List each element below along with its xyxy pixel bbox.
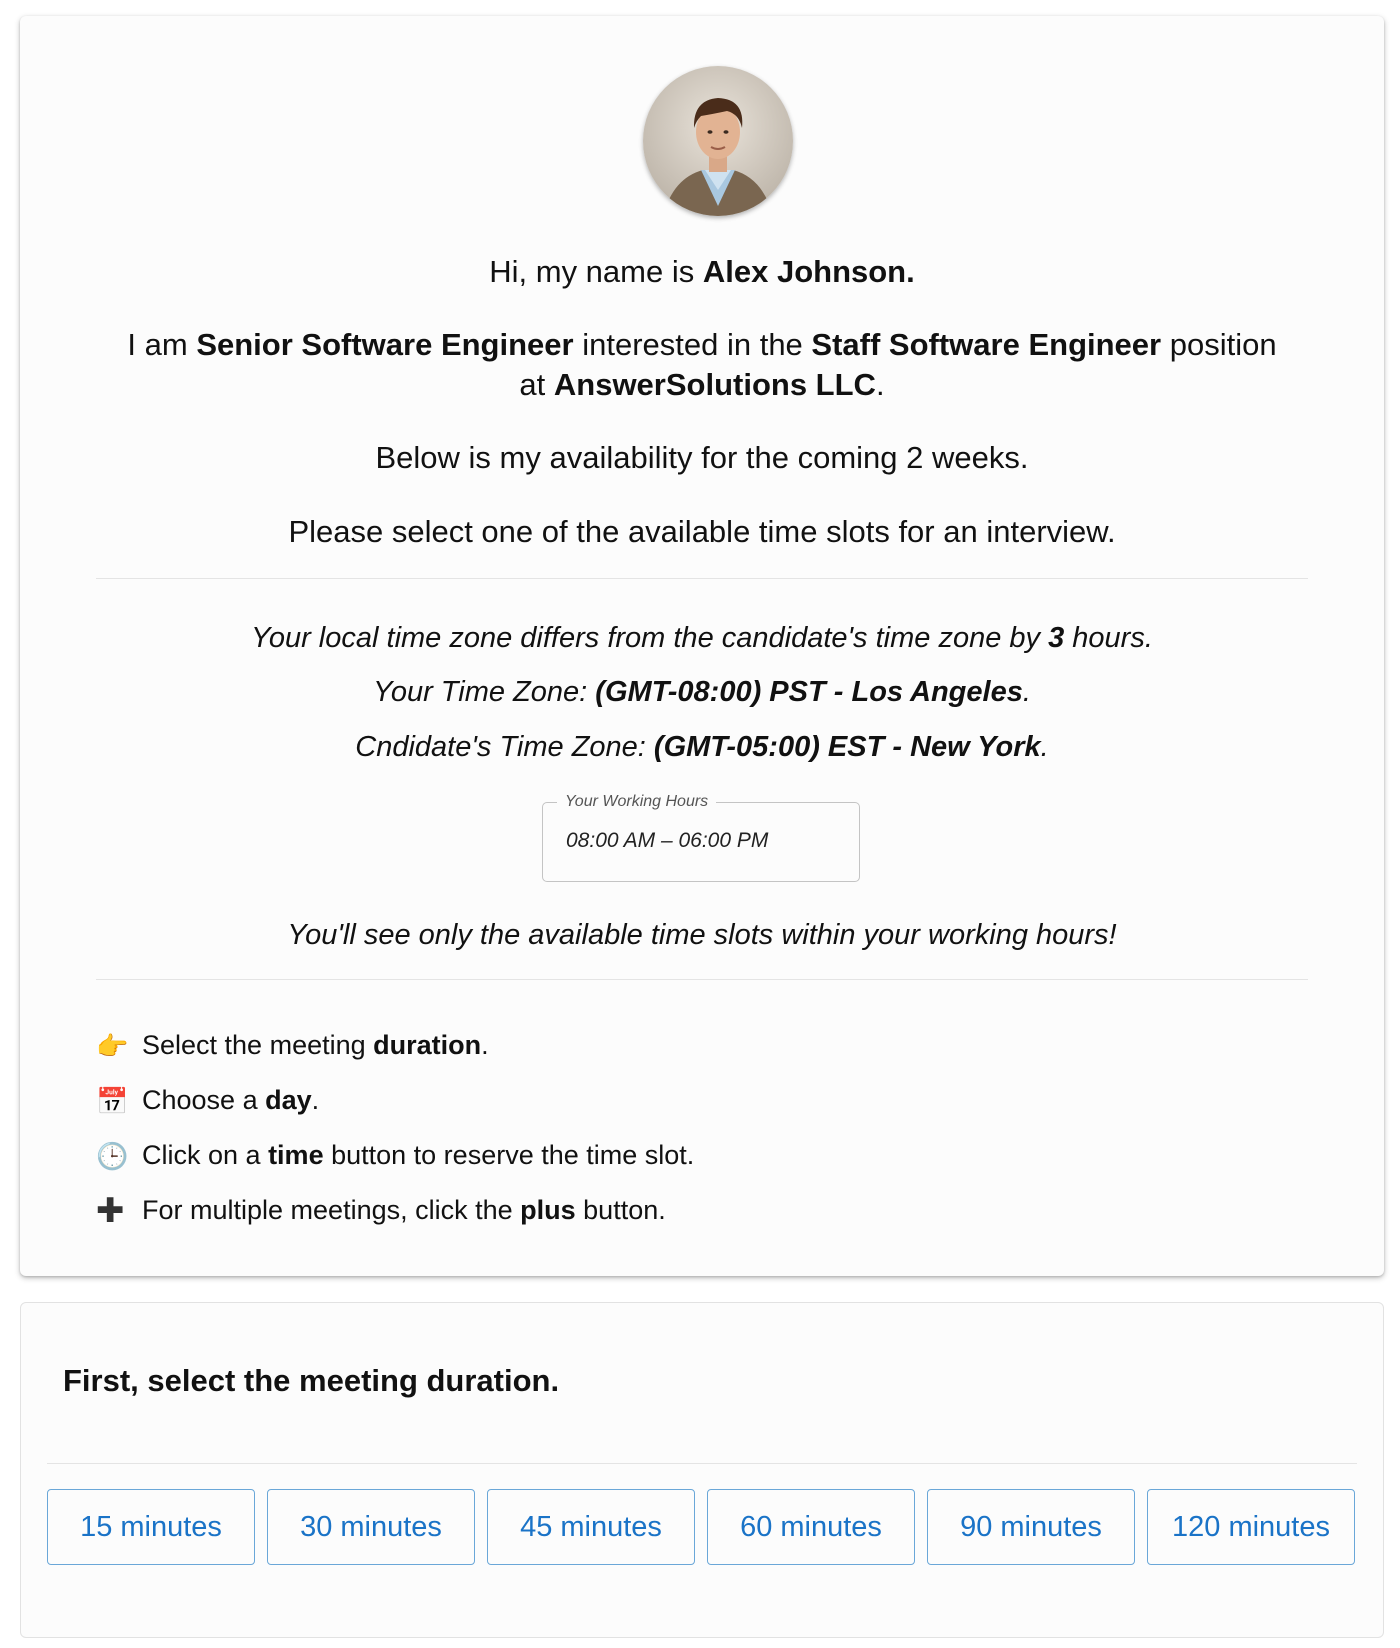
duration-options — [47, 1489, 1355, 1565]
step-text: Click on a time button to reserve the time slot. — [142, 1140, 695, 1170]
duration-section-title: First, select the meeting duration. — [63, 1363, 560, 1398]
step-text: Choose a day. — [142, 1085, 320, 1115]
working-hours-value: 08:00 AM – 06:00 PM — [566, 829, 769, 852]
select-instruction: Please select one of the available time slots for an interview. — [288, 514, 1116, 549]
duration-button-45[interactable]: 45 minutes — [487, 1489, 695, 1565]
divider — [96, 979, 1308, 980]
intro-role — [100, 325, 1304, 405]
profile-card — [20, 16, 1384, 1276]
timezone-difference — [100, 619, 1304, 657]
working-hours-field[interactable] — [542, 793, 860, 882]
candidate-tz-label: Cndidate's Time Zone: — [355, 731, 654, 763]
step-day — [96, 1073, 694, 1128]
avatar-portrait-image — [643, 66, 793, 216]
your-timezone — [100, 673, 1304, 711]
instruction-steps — [96, 1018, 694, 1238]
step-duration — [96, 1018, 694, 1073]
current-role: Senior Software Engineer — [196, 327, 574, 362]
target-role: Staff Software Engineer — [811, 327, 1162, 362]
avatar — [643, 66, 793, 216]
company-suffix: . — [875, 367, 885, 402]
tz-diff-prefix: Your local time zone differs from the candidate's time zone by — [251, 622, 1049, 654]
greeting-prefix: Hi, my name is — [489, 254, 703, 289]
candidate-timezone — [100, 728, 1304, 766]
intro-greeting — [100, 252, 1304, 292]
working-hours-label: Your Working Hours — [557, 791, 716, 813]
step-plus — [96, 1183, 694, 1238]
duration-button-60[interactable]: 60 minutes — [707, 1489, 915, 1565]
clock-icon: 🕒 — [96, 1140, 129, 1171]
role-prefix: I am — [127, 327, 197, 362]
tz-diff-hours: 3 — [1048, 622, 1065, 654]
plus-icon: ✚ — [96, 1191, 125, 1230]
divider — [47, 1463, 1357, 1464]
candidate-tz-suffix: . — [1040, 731, 1049, 763]
working-hours-note: You'll see only the available time slots within your working hours! — [287, 919, 1117, 951]
duration-button-15[interactable]: 15 minutes — [47, 1489, 255, 1565]
step-text: Select the meeting duration. — [142, 1030, 489, 1060]
candidate-tz-value: (GMT-05:00) EST - New York — [653, 731, 1041, 763]
duration-button-120[interactable]: 120 minutes — [1147, 1489, 1355, 1565]
tz-diff-suffix: hours. — [1064, 622, 1153, 654]
divider — [96, 578, 1308, 579]
role-suffix: position — [1161, 327, 1277, 362]
duration-button-90[interactable]: 90 minutes — [927, 1489, 1135, 1565]
company-name: AnswerSolutions LLC — [553, 367, 876, 402]
your-tz-value: (GMT-08:00) PST - Los Angeles — [595, 676, 1023, 708]
availability-text: Below is my availability for the coming 2 weeks. — [375, 440, 1029, 475]
calendar-icon: 📅 — [96, 1085, 129, 1116]
step-text: For multiple meetings, click the plus button. — [142, 1195, 666, 1225]
your-tz-suffix: . — [1022, 676, 1031, 708]
candidate-name: Alex Johnson. — [702, 254, 915, 289]
step-time — [96, 1128, 694, 1183]
duration-card — [20, 1302, 1384, 1638]
duration-button-30[interactable]: 30 minutes — [267, 1489, 475, 1565]
pointing-hand-icon: 👉 — [96, 1030, 129, 1061]
role-middle: interested in the — [573, 327, 812, 362]
company-prefix: at — [519, 367, 554, 402]
your-tz-label: Your Time Zone: — [373, 676, 596, 708]
